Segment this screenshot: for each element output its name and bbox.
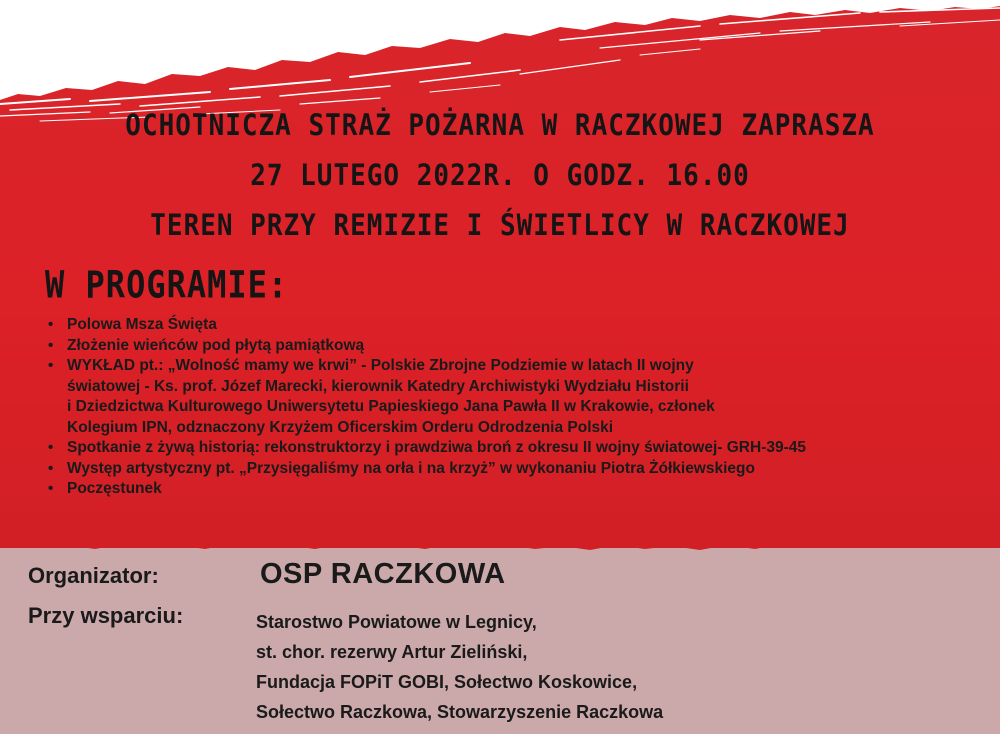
program-title: W PROGRAMIE: <box>45 262 289 307</box>
support-label: Przy wsparciu: <box>28 603 184 628</box>
supporters-list <box>256 607 663 727</box>
program-item-text: Występ artystyczny pt. „Przysięgaliśmy na orła i na krzyż” w wykonaniu Piotra Żółkiewskiego <box>67 459 755 477</box>
program-item-continuation: światowej - Ks. prof. Józef Marecki, kierownik Katedry Archiwistyki Wydziału Historii <box>67 377 689 395</box>
program-item <box>48 479 998 500</box>
program-item-continuation: Kolegium IPN, odznaczony Krzyżem Oficerskim Orderu Odrodzenia Polski <box>67 418 614 436</box>
program-item <box>48 438 998 459</box>
white-brush-stroke-top <box>0 0 1000 125</box>
program-item-lecture <box>48 356 998 438</box>
program-item <box>48 336 998 357</box>
organizer-name: OSP RACZKOWA <box>260 558 506 590</box>
supporter-line: Starostwo Powiatowe w Legnicy, <box>256 612 537 632</box>
program-item-text: Polowa Msza Święta <box>67 316 217 333</box>
program-item <box>48 315 998 336</box>
headline-date-time: 27 LUTEGO 2022R. O GODZ. 16.00 <box>250 159 750 193</box>
headline-location: TEREN PRZY REMIZIE I ŚWIETLICY W RACZKOWEJ <box>150 209 850 243</box>
organizer-label: Organizator: <box>28 563 159 588</box>
red-brush-edge-bottom <box>0 530 1000 552</box>
supporter-line: Sołectwo Raczkowa, Stowarzyszenie Raczkowa <box>256 702 664 722</box>
headline-invitation: OCHOTNICZA STRAŻ POŻARNA W RACZKOWEJ ZAPRASZA <box>125 109 875 143</box>
program-list <box>48 315 998 500</box>
program-item-continuation: i Dziedzictwa Kulturowego Uniwersytetu Papieskiego Jana Pawła II w Krakowie, członek <box>67 398 715 415</box>
program-item <box>48 459 998 480</box>
program-item-text: Poczęstunek <box>67 480 162 497</box>
supporter-line: st. chor. rezerwy Artur Zieliński, <box>256 642 528 662</box>
program-item-text: WYKŁAD pt.: „Wolność mamy we krwi” - Polskie Zbrojne Podziemie w latach II wojny <box>67 357 694 374</box>
program-item-text: Złożenie wieńców pod płytą pamiątkową <box>67 336 365 354</box>
program-item-text: Spotkanie z żywą historią: rekonstruktorzy i prawdziwa broń z okresu II wojny światowej- GRH-39-45 <box>67 439 806 456</box>
supporter-line: Fundacja FOPiT GOBI, Sołectwo Koskowice, <box>256 672 638 692</box>
